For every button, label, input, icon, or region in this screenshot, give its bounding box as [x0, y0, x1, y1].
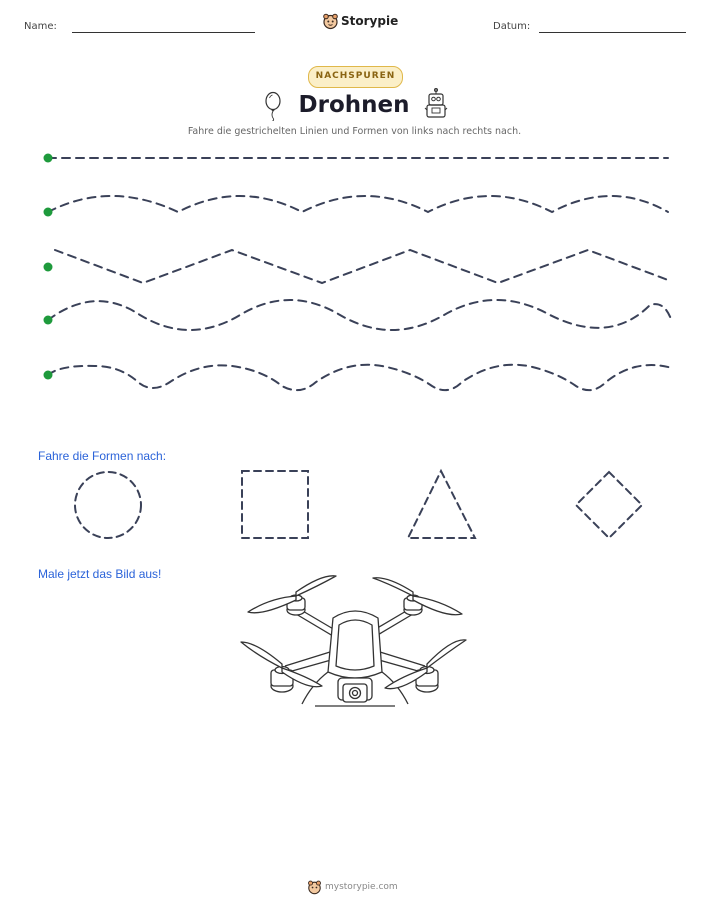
name-label: Name: [24, 21, 57, 32]
trace-circle [75, 472, 141, 538]
robot-icon [424, 88, 448, 120]
storypie-logo-icon [322, 13, 339, 30]
start-dot-5 [44, 371, 53, 380]
coloring-section-label: Male jetzt das Bild aus! [38, 567, 162, 581]
brand-name: Storypie [341, 14, 399, 28]
balloon-icon [262, 91, 284, 121]
trace-triangle [408, 471, 475, 538]
start-dot-2 [44, 208, 53, 217]
brand-logo [322, 13, 399, 31]
date-line[interactable] [539, 32, 686, 33]
footer-logo-icon [307, 880, 322, 895]
date-label: Datum: [493, 21, 531, 32]
drone-illustration[interactable] [236, 570, 468, 716]
page-title: Drohnen [298, 92, 410, 118]
tracing-line-gentle-wave [48, 196, 668, 212]
instructions-text: Fahre die gestrichelten Linien und Formen von links nach rechts nach. [187, 126, 522, 137]
tracing-line-rounded-wave [48, 365, 672, 390]
trace-square [242, 471, 308, 538]
footer-url[interactable]: mystorypie.com [325, 882, 398, 892]
shapes-section-label: Fahre die Formen nach: [38, 449, 167, 463]
tracing-line-wave [48, 300, 672, 330]
tracing-lines[interactable] [0, 140, 709, 400]
start-dot-3 [44, 263, 53, 272]
trace-diamond [576, 472, 642, 538]
tracing-line-zigzag [55, 250, 668, 283]
start-dot-4 [44, 316, 53, 325]
name-line[interactable] [72, 32, 255, 33]
section-badge: NACHSPUREN [308, 66, 403, 88]
start-dot-1 [44, 154, 53, 163]
tracing-shapes[interactable] [0, 460, 709, 550]
